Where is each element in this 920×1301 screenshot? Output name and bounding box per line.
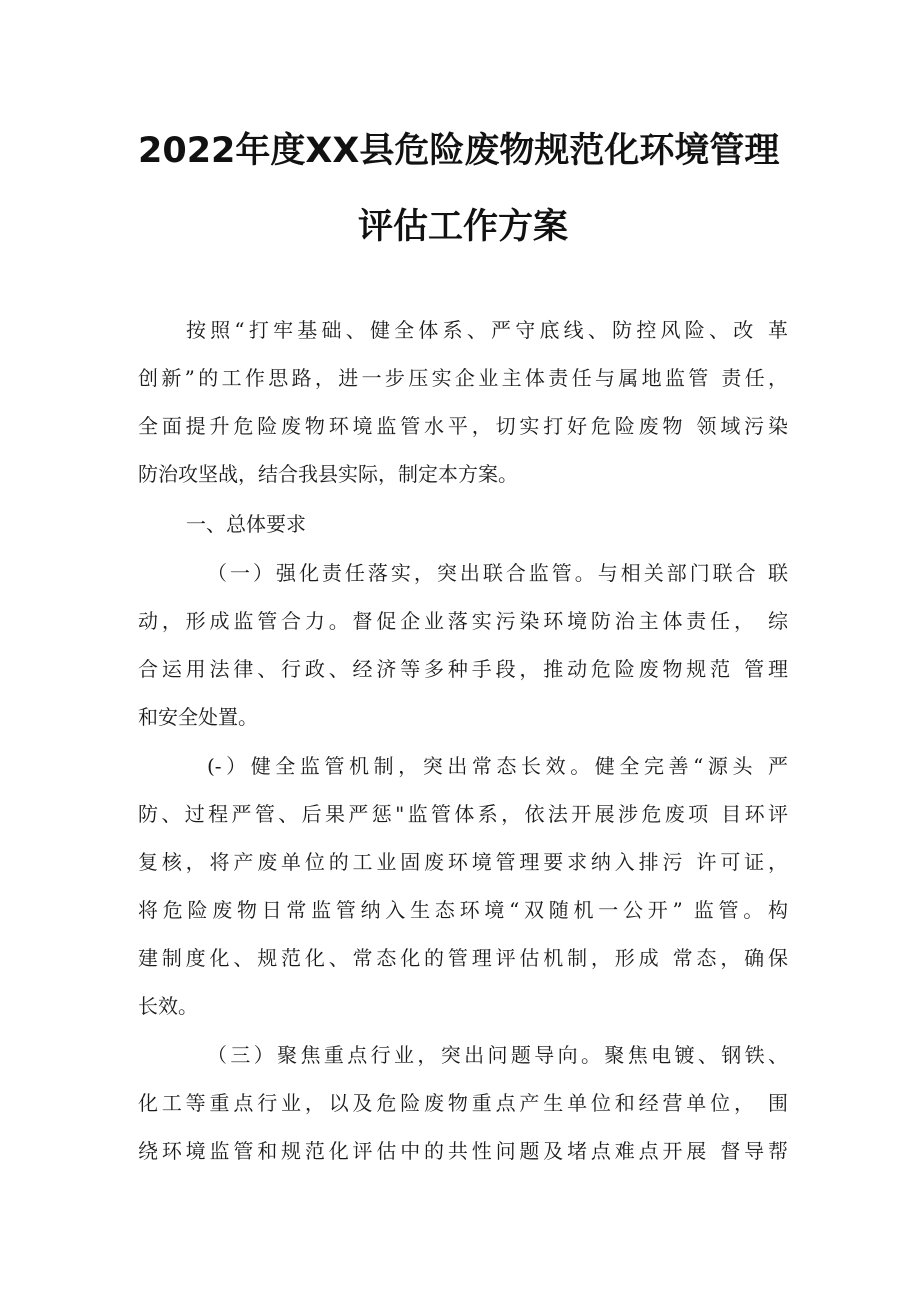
paragraph-line: 将危险废物日常监管纳入生态环境“双随机一公开” 监管。构 [138, 898, 788, 922]
paragraph-line: 长效。 [138, 994, 198, 1018]
paragraph-line: 绕环境监管和规范化评估中的共性问题及堵点难点开展 督导帮 [138, 1139, 788, 1163]
paragraph-line: 和安全处置。 [138, 705, 258, 729]
section-heading: 一、总体要求 [186, 512, 306, 536]
paragraph-line: 按照“打牢基础、健全体系、严守底线、防控风险、改 革 [186, 318, 788, 342]
document-title-line-2: 评估工作方案 [358, 207, 569, 247]
paragraph-line: 复核，将产废单位的工业固废环境管理要求纳入排污 许可证， [138, 850, 788, 874]
paragraph-line: （三）聚焦重点行业，突出问题导向。聚焦电镀、钢铁、 [207, 1043, 788, 1067]
paragraph-line: (-）健全监管机制，突出常态长效。健全完善“源头 严 [207, 754, 788, 778]
paragraph-line: 动，形成监管合力。督促企业落实污染环境防治主体责任， 综 [138, 609, 788, 633]
paragraph-line: 建制度化、规范化、常态化的管理评估机制，形成 常态，确保 [138, 946, 788, 970]
paragraph-line: 防治攻坚战，结合我县实际，制定本方案。 [138, 462, 518, 486]
paragraph-line: 防、过程严管、后果严惩"监管体系，依法开展涉危废项 目环评 [138, 802, 788, 826]
paragraph-line: 合运用法律、行政、经济等多种手段，推动危险废物规范 管理 [138, 657, 788, 681]
paragraph-line: 全面提升危险废物环境监管水平，切实打好危险废物 领域污染 [138, 414, 788, 438]
paragraph-line: 创新”的工作思路，进一步压实企业主体责任与属地监管 责任， [138, 366, 788, 390]
paragraph-line: （一）强化责任落实，突出联合监管。与相关部门联合 联 [207, 561, 788, 585]
document-title-line-1: 2022年度XX县危险废物规范化环境管理 [138, 131, 780, 171]
paragraph-line: 化工等重点行业，以及危险废物重点产生单位和经营单位， 围 [138, 1091, 788, 1115]
